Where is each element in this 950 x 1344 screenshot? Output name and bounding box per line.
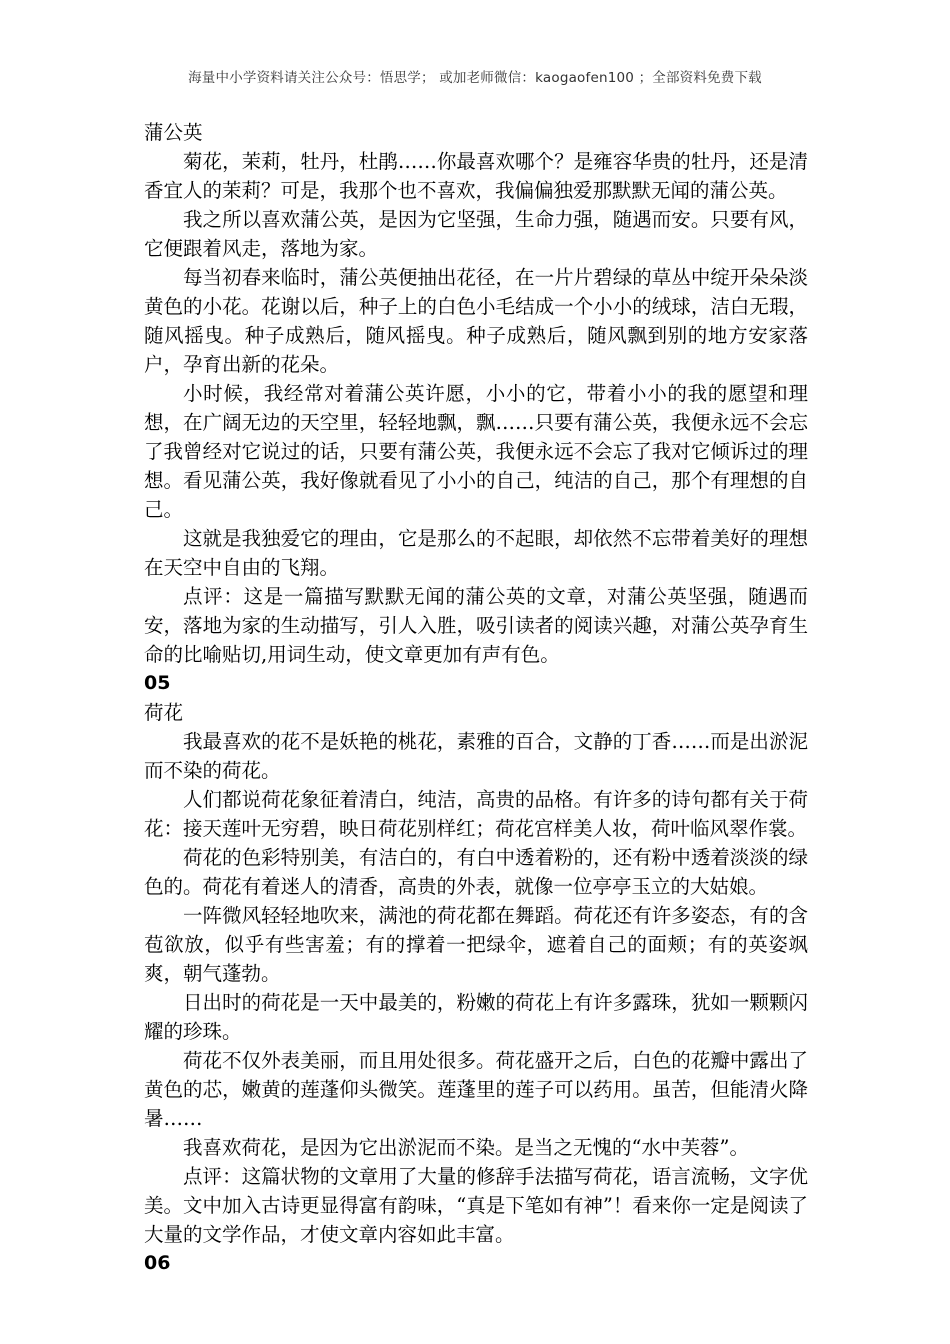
paragraph: 一阵微风轻轻地吹来，满池的荷花都在舞蹈。荷花还有许多姿态，有的含苞欲放，似乎有些害羞；有的撑着一把绿伞，遮着自己的面颊；有的英姿飒爽，朝气蓬勃。 <box>144 904 808 985</box>
paragraph: 每当初春来临时，蒲公英便抽出花径，在一片片碧绿的草丛中绽开朵朵淡黄色的小花。花谢以后，种子上的白色小毛结成一个小小的绒球，洁白无瑕，随风摇曳。种子成熟后，随风摇曳。种子成熟后，随风飘到别的地方安家落户，孕育出新的花朵。 <box>144 266 808 376</box>
section-number: 06 <box>144 1252 171 1274</box>
paragraph: 荷花的色彩特别美，有洁白的，有白中透着粉的，还有粉中透着淡淡的绿色的。荷花有着迷人的清香，高贵的外表，就像一位亭亭玉立的大姑娘。 <box>144 846 808 898</box>
comment-paragraph: 点评：这篇状物的文章用了大量的修辞手法描写荷花，语言流畅，文字优美。文中加入古诗更显得富有韵味，“真是下笔如有神”！看来你一定是阅读了大量的文学作品，才使文章内容如此丰富。 <box>144 1165 808 1246</box>
paragraph: 我最喜欢的花不是妖艳的桃花，素雅的百合，文静的丁香……而是出淤泥而不染的荷花。 <box>144 730 808 782</box>
document-body <box>144 118 808 1278</box>
paragraph: 我喜欢荷花，是因为它出淤泥而不染。是当之无愧的“水中芙蓉”。 <box>183 1136 749 1159</box>
paragraph: 小时候，我经常对着蒲公英许愿，小小的它，带着小小的我的愿望和理想，在广阔无边的天空里，轻轻地飘，飘……只要有蒲公英，我便永远不会忘了我曾经对它说过的话，只要有蒲公英，我便永远不会忘了我对它倾诉过的理想。看见蒲公英，我好像就看见了小小的自己，纯洁的自己，那个有理想的自己。 <box>144 382 808 521</box>
section-number: 05 <box>144 672 171 694</box>
paragraph: 日出时的荷花是一天中最美的，粉嫩的荷花上有许多露珠，犹如一颗颗闪耀的珍珠。 <box>144 991 808 1043</box>
paragraph: 菊花，茉莉，牡丹，杜鹃……你最喜欢哪个？是雍容华贵的牡丹，还是清香宜人的茉莉？可是，我那个也不喜欢，我偏偏独爱那默默无闻的蒲公英。 <box>144 150 808 202</box>
comment-paragraph: 点评：这是一篇描写默默无闻的蒲公英的文章，对蒲公英坚强，随遇而安，落地为家的生动描写，引人入胜，吸引读者的阅读兴趣，对蒲公英孕育生命的比喻贴切,用词生动，使文章更加有声有色。 <box>144 585 808 666</box>
paragraph: 我之所以喜欢蒲公英，是因为它坚强，生命力强，随遇而安。只要有风，它便跟着风走，落地为家。 <box>144 208 808 260</box>
essay-title-dandelion: 蒲公英 <box>144 121 203 144</box>
page-header: 海量中小学资料请关注公众号：悟思学； 或加老师微信：kaogaofen100 ；全部资料免费下载 <box>188 70 762 86</box>
essay-title-lotus: 荷花 <box>144 701 184 724</box>
paragraph: 这就是我独爱它的理由，它是那么的不起眼，却依然不忘带着美好的理想在天空中自由的飞翔。 <box>144 527 808 579</box>
paragraph: 荷花不仅外表美丽，而且用处很多。荷花盛开之后，白色的花瓣中露出了黄色的芯，嫩黄的莲蓬仰头微笑。莲蓬里的莲子可以药用。虽苦，但能清火降暑…… <box>144 1049 808 1130</box>
paragraph: 人们都说荷花象征着清白，纯洁，高贵的品格。有许多的诗句都有关于荷花：接天莲叶无穷碧，映日荷花别样红；荷花宫样美人妆，荷叶临风翠作裳。 <box>144 788 808 840</box>
